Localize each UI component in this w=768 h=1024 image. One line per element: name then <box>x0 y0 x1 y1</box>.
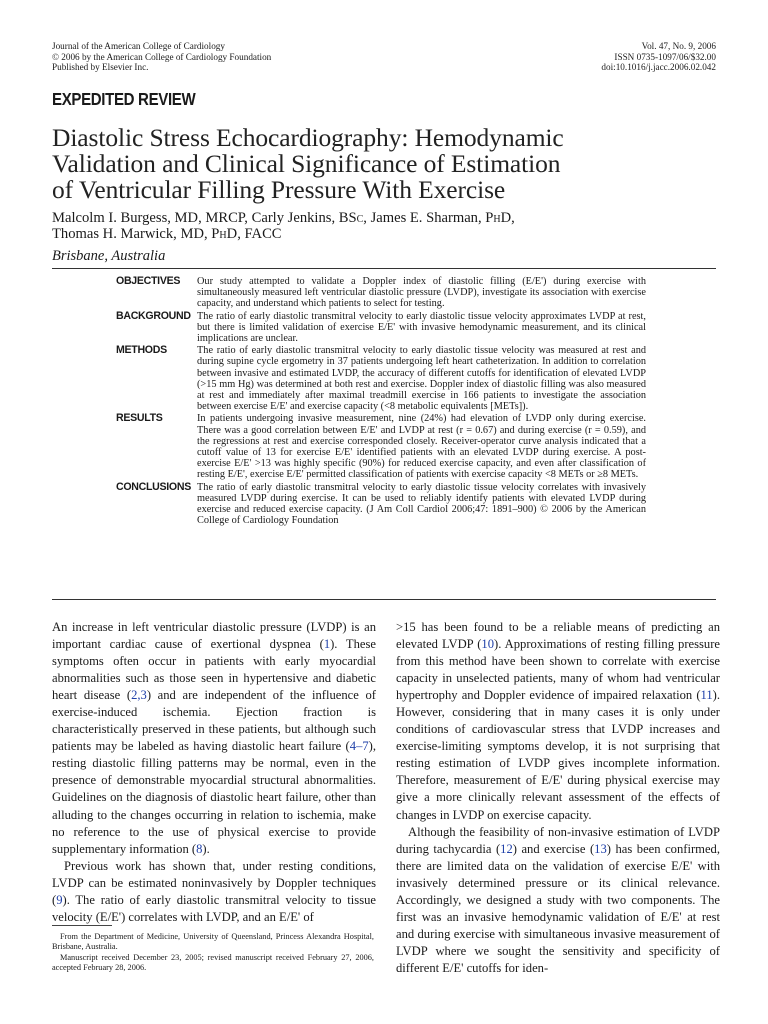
abstract-top-rule <box>52 268 716 269</box>
body-paragraph: An increase in left ventricular diastolic pressure (LVDP) is an important cardiac cause of exertional dyspnea (1). These symptoms often occur in patients with early myocardial abnormalities such as those seen in hypertensive and diabetic heart disease (2,3) and are independent of the influence of exercise-induced ischemia. Ejection fraction is characteristically preserved in these patients, but although such patients may be labeled as having diastolic heart failure (4–7), resting diastolic filling patterns may be normal, even in the presence of demonstrable myocardial structural abnormalities. Guidelines on the diagnosis of diastolic heart failure, other than alluding to the changes occurring in relation to ischemia, make no reference to the use of physical exercise to provide supplementary information (8). <box>52 620 376 856</box>
citation-link[interactable]: 8 <box>196 841 203 856</box>
copyright-line: © 2006 by the American College of Cardiology Foundation <box>52 51 272 62</box>
author-list <box>52 210 515 243</box>
journal-header <box>52 41 271 73</box>
body-paragraph: Although the feasibility of non-invasive estimation of LVDP during tachycardia (12) and exercise (13) has been confirmed, there are limited data on the validation of exercise E/E' with invasively determined pressure or its clinical relevance. Accordingly, we designed a study with two components. The first was an invasive hemodynamic validation of E/E' at rest and during exercise with simultaneous invasive measurement of LVDP where we sought the sensitivity and specificity of different E/E' cutoffs for iden- <box>396 824 720 975</box>
citation-link[interactable]: 4–7 <box>349 739 369 754</box>
citation-link[interactable]: 13 <box>594 841 607 856</box>
abstract-background: BACKGROUND The ratio of early diastolic transmitral velocity to early diastolic tissue velocity approximates LVDP at rest, but there is limited validation of exercise E/E' with invasive hemodynamic measurement, and its clinical implications are unclear. <box>116 309 646 345</box>
section-label: EXPEDITED REVIEW <box>52 89 196 109</box>
volume-line: Vol. 47, No. 9, 2006 <box>641 41 716 51</box>
abstract-results: RESULTS In patients undergoing invasive measurement, nine (24%) had elevation of LVDP only during exercise. There was a good correlation between E/E' and LVDP at rest (r = 0.67) and during exercise (r = 0.59), and the regressions at rest and exercise corresponded closely. Receiver-operator curve analysis indicated that a cutoff value of 13 for exercise E/E' identified patients with an elevated LVDP during exercise. A post-exercise E/E' >13 was highly specific (90%) for reduced exercise capacity, and even after classification of resting E/E', exercise E/E' permitted classification of patients with exercise capacity <8 METs or ≥8 METs. <box>116 412 646 481</box>
title-line: Diastolic Stress Echocardiography: Hemodynamic <box>52 123 564 152</box>
body-column-left <box>52 619 376 926</box>
title-line: of Ventricular Filling Pressure With Exercise <box>52 175 506 204</box>
abstract-objectives: OBJECTIVES Our study attempted to validate a Doppler index of diastolic filling (E/E') during exercise with simultaneously measured left ventricular diastolic pressure (LVDP), investigate its association with exercise capacity, and understand which patients to select for testing. <box>116 275 646 310</box>
abstract-conclusions: CONCLUSIONS The ratio of early diastolic transmitral velocity to early diastolic tissue velocity correlates with invasively measured LVDP during exercise. It can be used to reliably identify patients with elevated LVDP during exercise and reduced exercise capacity. (J Am Coll Cardiol 2006;47: 1891–900) © 2006 by the American College of Cardiology Foundation <box>116 480 646 527</box>
footnotes <box>52 932 374 974</box>
body-column-right <box>396 619 720 977</box>
title-line: Validation and Clinical Significance of Estimation <box>52 149 561 178</box>
abstract-methods: METHODS The ratio of early diastolic transmitral velocity to early diastolic tissue velocity was measured at rest and during supine cycle ergometry in 37 patients undergoing left heart catheterization. In addition to correlation between invasive and estimated LVDP, the accuracy of different cutoffs for identification of elevated LVDP (>15 mm Hg) was determined at both rest and exercise. Doppler index of diastolic filling was also measured at rest and immediately after maximal treadmill exercise in 166 patients to investigate the association between exercise E/E' and exercise capacity (<8 metabolic equivalents [METs]). <box>116 344 646 413</box>
publisher-line: Published by Elsevier Inc. <box>52 62 149 73</box>
issn-line: ISSN 0735-1097/06/$32.00 <box>614 51 716 62</box>
article-title <box>52 125 732 203</box>
abstract <box>116 276 646 527</box>
citation-link[interactable]: 1 <box>323 637 331 652</box>
doi-line: doi:10.1016/j.jacc.2006.02.042 <box>601 62 716 73</box>
abstract-bottom-rule <box>52 599 716 600</box>
citation-link[interactable]: 11 <box>700 688 713 703</box>
journal-name: Journal of the American College of Cardiology <box>52 41 225 51</box>
citation-link[interactable]: 2,3 <box>131 688 147 703</box>
citation-link[interactable]: 9 <box>56 892 63 907</box>
footnote-manuscript-dates: Manuscript received December 23, 2005; revised manuscript received February 27, 2006, accepted February 28, 2006. <box>52 952 374 973</box>
citation-link[interactable]: 12 <box>500 841 513 856</box>
author-line: Thomas H. Marwick, MD, PhD, FACC <box>52 226 282 243</box>
footnote-affiliation: From the Department of Medicine, University of Queensland, Princess Alexandra Hospital, Brisbane, Australia. <box>52 932 374 952</box>
body-paragraph: >15 has been found to be a reliable means of predicting an elevated LVDP (10). Approximations of resting filling pressure from this method have been shown to correlate with exercise capacity in unselected patients, many of whom had ventricular hypertrophy and Doppler evidence of impaired relaxation (11). However, considering that in many cases it is only under conditions of cardiovascular stress that LVDP increases and exercise-limiting symptoms develop, it is not surprising that resting estimation of LVDP gives incomplete information. Therefore, measurement of E/E' during physical exercise may give a more clinically relevant assessment of the effects of changes in LVDP on exercise capacity. <box>396 620 720 822</box>
issue-info <box>601 41 716 73</box>
footnote-rule <box>52 925 112 926</box>
citation-link[interactable]: 10 <box>481 637 494 652</box>
body-paragraph: Previous work has shown that, under resting conditions, LVDP can be estimated noninvasively by Doppler techniques (9). The ratio of early diastolic transmitral velocity to tissue velocity (E/E') correlates with LVDP, and an E/E' of <box>52 858 376 924</box>
author-line: Malcolm I. Burgess, MD, MRCP, Carly Jenkins, BSc, James E. Sharman, PhD, <box>52 210 515 226</box>
affiliation: Brisbane, Australia <box>52 248 166 264</box>
